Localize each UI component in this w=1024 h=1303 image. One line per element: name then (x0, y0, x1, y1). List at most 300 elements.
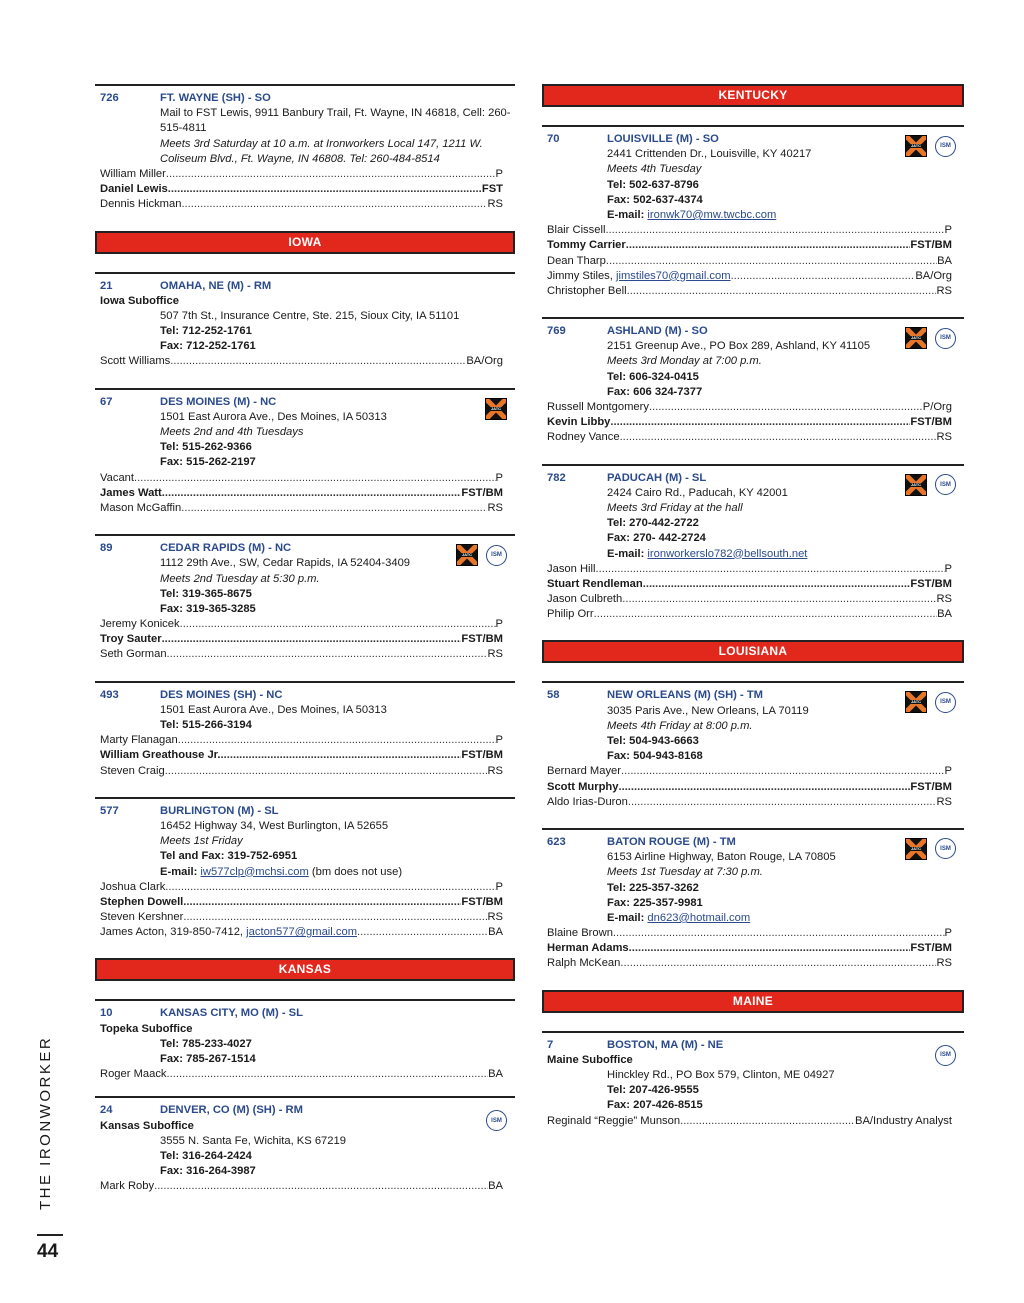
dot-leader (628, 795, 937, 810)
affiliation-logos (905, 474, 956, 496)
dot-leader (731, 269, 916, 284)
address-line: 3555 N. Santa Fe, Wichita, KS 67219 (160, 1134, 346, 1147)
local-entry (95, 388, 515, 517)
local-name: NEW ORLEANS (M) (SH) - TM (607, 689, 763, 702)
officer-name-text: Herman Adams (547, 942, 629, 955)
officer-row (95, 182, 515, 197)
officer-name (100, 471, 134, 486)
officer-name-text: Jason Culbreth (547, 593, 623, 606)
officer-name (100, 895, 183, 910)
address-line: 2441 Crittenden Dr., Louisville, KY 40217 (607, 148, 812, 161)
dot-leader (680, 1114, 855, 1129)
officer-name-text: Reginald “Reggie” Munson (547, 1114, 681, 1127)
contact-number: Fax: 225-357-9981 (607, 896, 703, 909)
officer-role: BA/Org (915, 269, 952, 282)
meeting-info: Meets 4th Friday at 8:00 p.m. (607, 719, 753, 732)
dot-leader (168, 182, 482, 197)
officer-row (95, 925, 515, 940)
officer-role: P/Org (922, 401, 952, 413)
dot-leader (618, 780, 910, 795)
officer-row (542, 284, 964, 299)
email-line (542, 208, 964, 223)
local-number: 58 (547, 689, 560, 702)
local-number: 623 (547, 835, 566, 848)
officer-name (100, 748, 221, 763)
local-name: BOSTON, MA (M) - NE (607, 1038, 724, 1051)
ism-seal-icon: ISM (935, 328, 956, 349)
local-number: 89 (100, 542, 113, 555)
affiliation-logos (905, 838, 956, 860)
ism-seal-icon: ISM (935, 474, 956, 495)
dot-leader (622, 592, 936, 607)
officer-name (547, 284, 627, 299)
officer-name (100, 880, 165, 895)
dot-leader (606, 254, 937, 269)
officer-name (547, 607, 594, 622)
local-header (542, 471, 964, 486)
officer-role: BA (488, 926, 503, 939)
officer-row (95, 764, 515, 779)
local-name: PADUCAH (M) - SL (607, 471, 707, 484)
contact-number: Tel: 316-264-2424 (160, 1149, 252, 1162)
officer-role: BA/Industry Analyst (854, 1114, 952, 1127)
state-header: MAINE (542, 990, 964, 1013)
training-seal-text: JATC (461, 552, 473, 558)
officer-name-text: Russell Montgomery (547, 401, 649, 413)
officer-name-text: Mark Roby (100, 1180, 155, 1193)
dot-leader (178, 733, 496, 748)
officer-role: FST/BM (910, 780, 952, 793)
suboffice-name: Kansas Suboffice (100, 1119, 194, 1132)
officer-role: P (495, 618, 503, 631)
officer-name-text: Troy Sauter (100, 633, 162, 646)
officer-role: RS (487, 911, 503, 924)
address-line: 1501 East Aurora Ave., Des Moines, IA 50313 (160, 410, 387, 423)
state-header: KANSAS (95, 958, 515, 981)
officer-role: RS (936, 795, 952, 808)
officer-name (100, 1179, 154, 1194)
contact-number: Fax: 316-264-3987 (160, 1165, 256, 1178)
officer-name-text: Blaine Brown (547, 927, 613, 940)
officer-row (542, 238, 964, 253)
contact-number: Tel: 515-266-3194 (160, 719, 252, 731)
dot-leader (166, 167, 496, 182)
local-entry (95, 272, 515, 370)
officer-name (547, 1114, 680, 1129)
officer-row (542, 562, 964, 577)
local-number: 726 (100, 92, 119, 104)
local-name: KANSAS CITY, MO (M) - SL (160, 1007, 303, 1020)
officer-name (100, 925, 357, 940)
officer-email-link[interactable]: jimstiles70@gmail.com (616, 269, 731, 282)
training-seal-text: JATC (910, 335, 922, 341)
officer-role: P (944, 927, 952, 940)
contact-number: Tel: 504-943-6663 (607, 735, 699, 747)
officer-name-text: Jeremy Konicek (100, 618, 180, 631)
email-label: E-mail: (160, 865, 201, 878)
dot-leader (170, 354, 466, 369)
officer-row (95, 486, 515, 501)
dot-leader (167, 647, 488, 662)
local-number: 21 (100, 279, 113, 292)
officer-role: FST/BM (461, 486, 503, 499)
local-name: OMAHA, NE (M) - RM (160, 279, 272, 292)
contact-number: Tel: 502-637-8796 (607, 178, 699, 191)
officer-name (547, 223, 605, 238)
meeting-info: Meets 2nd and 4th Tuesdays (160, 426, 304, 438)
officer-role: RS (487, 648, 503, 661)
officer-row (542, 415, 964, 430)
officer-name-text: Ralph McKean (547, 957, 621, 970)
contact-number: Tel: 515-262-9366 (160, 441, 252, 454)
contact-number: Fax: 606 324-7377 (607, 385, 703, 398)
officer-row (542, 764, 964, 779)
dot-leader (180, 617, 496, 632)
local-number: 769 (547, 325, 566, 338)
address-line: 16452 Highway 34, West Burlington, IA 52655 (160, 819, 389, 832)
officer-role: BA (488, 1180, 503, 1193)
local-header (542, 1038, 964, 1053)
officer-name (547, 592, 622, 607)
officer-role: P (944, 224, 952, 237)
officer-row (542, 926, 964, 941)
officer-row (542, 269, 964, 284)
officer-name-text: Jason Hill (547, 562, 596, 575)
local-header (542, 324, 964, 339)
email-link[interactable]: iw577clp@mchsi.com (200, 865, 309, 878)
officer-name-text: Stuart Rendleman (547, 577, 643, 590)
local-entry (542, 317, 964, 446)
officer-role: FST/BM (461, 895, 503, 908)
suboffice-name: Topeka Suboffice (100, 1022, 193, 1035)
local-number: 24 (100, 1104, 113, 1117)
dot-leader (627, 284, 937, 299)
officer-name (100, 733, 178, 748)
sidebar-rule (37, 1234, 63, 1236)
training-seal-icon (905, 691, 927, 713)
officer-role: FST/BM (910, 577, 952, 590)
officer-row (95, 167, 515, 182)
officer-name-text: William Miller (100, 167, 166, 180)
officer-name-text: Dean Tharp (547, 254, 606, 267)
officer-name-text: Vacant (100, 471, 134, 484)
contact-number: Fax: 785-267-1514 (160, 1053, 256, 1065)
officer-name-text: Kevin Libby (547, 416, 611, 429)
contact-number: Fax: 207-426-8515 (607, 1099, 703, 1112)
local-header (542, 688, 964, 703)
officer-name (100, 197, 181, 212)
local-entry (95, 84, 515, 213)
officer-row (95, 1179, 515, 1194)
contact-number: Tel: 712-252-1761 (160, 325, 252, 338)
officer-role: BA (937, 254, 952, 267)
local-header (95, 395, 515, 410)
officer-role: RS (487, 501, 503, 514)
dot-leader (162, 632, 462, 647)
officer-name (100, 647, 167, 662)
training-seal-icon (905, 838, 927, 860)
officer-name (547, 956, 620, 971)
officer-name (547, 562, 596, 577)
dot-leader (183, 910, 487, 925)
officer-name-text: William Greathouse Jr. (100, 749, 221, 762)
officer-row (95, 632, 515, 647)
officer-row (542, 223, 964, 238)
officer-role: FST/BM (910, 942, 952, 955)
officer-row (95, 895, 515, 910)
contact-number: Tel: 606-324-0415 (607, 370, 699, 383)
left-column (95, 84, 515, 1195)
officer-name (547, 780, 618, 795)
publication-title: THE IRONWORKER (37, 1035, 54, 1210)
address-line: 2424 Cairo Rd., Paducah, KY 42001 (607, 486, 788, 499)
dot-leader (620, 956, 936, 971)
local-name: DENVER, CO (M) (SH) - RM (160, 1104, 303, 1117)
meeting-info: Meets 1st Tuesday at 7:30 p.m. (607, 866, 763, 879)
local-entry (542, 828, 964, 972)
dot-leader (357, 925, 488, 940)
local-number: 577 (100, 804, 119, 817)
local-header (542, 835, 964, 850)
officer-name (547, 269, 731, 284)
officer-name (100, 167, 166, 182)
contact-number: Fax: 515-262-2197 (160, 456, 256, 469)
officer-row (542, 577, 964, 592)
email-link[interactable]: ironworkerslo782@bellsouth.net (647, 547, 808, 560)
dot-leader (613, 926, 945, 941)
affiliation-logos (485, 398, 507, 420)
officer-name (100, 501, 181, 516)
training-seal-text: JATC (910, 845, 922, 851)
state-header: IOWA (95, 231, 515, 254)
meeting-info: Coliseum Blvd., Ft. Wayne, IN 46808. Tel: 260-484-8514 (160, 152, 440, 165)
officer-role: RS (936, 284, 952, 297)
local-name: LOUISVILLE (M) - SO (607, 133, 719, 145)
officer-row (95, 1067, 515, 1082)
officer-role: P (944, 562, 952, 575)
officer-name (547, 415, 610, 430)
officer-row (95, 647, 515, 662)
officer-row (95, 617, 515, 632)
officer-role: RS (487, 764, 503, 777)
training-seal-text: JATC (910, 143, 922, 148)
state-header: KENTUCKY (542, 84, 964, 107)
local-entry (542, 681, 964, 810)
email-note: (bm does not use) (308, 865, 403, 878)
officer-row (542, 607, 964, 622)
local-entry (95, 1096, 515, 1194)
address-line: 507 7th St., Insurance Centre, Ste. 215, Sioux City, IA 51101 (160, 309, 460, 322)
officer-role: FST/BM (461, 633, 503, 646)
officer-email-link[interactable]: jacton577@gmail.com (246, 926, 358, 939)
officer-name-text: Marty Flanagan (100, 734, 178, 747)
officer-name-text: Steven Craig (100, 764, 165, 777)
address-line: 6153 Airline Highway, Baton Rouge, LA 70805 (607, 851, 836, 864)
officer-name (547, 430, 620, 445)
officer-name (547, 577, 643, 592)
dot-leader (167, 1067, 489, 1082)
officer-name (100, 632, 162, 647)
dot-leader (165, 764, 488, 779)
dot-leader (649, 400, 923, 415)
dot-leader (596, 562, 945, 577)
officer-row (95, 748, 515, 763)
officer-name-text: Steven Kershner (100, 911, 184, 924)
local-entry (542, 1031, 964, 1129)
address-line: 3035 Paris Ave., New Orleans, LA 70119 (607, 704, 809, 717)
local-header (95, 688, 515, 703)
officer-row (95, 880, 515, 895)
officer-row (542, 430, 964, 445)
contact-number: Fax: 502-637-4374 (607, 193, 703, 206)
local-number: 7 (547, 1038, 554, 1051)
dot-leader (626, 238, 911, 253)
dot-leader (154, 1179, 488, 1194)
officer-name (547, 254, 606, 269)
email-label: E-mail: (607, 911, 648, 924)
contact-number: Fax: 504-943-8168 (607, 750, 703, 763)
ism-seal-icon: ISM (486, 545, 507, 566)
officer-name-text: Aldo Irias-Duron (547, 795, 628, 808)
officer-name (100, 910, 183, 925)
local-name: DES MOINES (M) - NC (160, 395, 277, 408)
officer-role: FST (481, 183, 503, 196)
dot-leader (221, 748, 462, 763)
officer-name-text: Blair Cissell (547, 224, 606, 237)
officer-name (547, 400, 649, 415)
dot-leader (643, 577, 911, 592)
local-header (542, 132, 964, 147)
local-entry (542, 464, 964, 623)
officer-name (100, 354, 170, 369)
dot-leader (181, 501, 487, 516)
officer-row (95, 197, 515, 212)
ism-seal-icon: ISM (486, 1110, 507, 1131)
officer-name (100, 182, 168, 197)
officer-role: P (495, 167, 503, 180)
meeting-info: Meets 3rd Monday at 7:00 p.m. (607, 355, 762, 368)
local-header (95, 1006, 515, 1021)
officer-row (542, 956, 964, 971)
contact-number: Fax: 270- 442-2724 (607, 532, 706, 545)
officer-row (95, 910, 515, 925)
right-column (542, 84, 964, 1129)
officer-role: BA (937, 608, 952, 621)
contact-number: Fax: 712-252-1761 (160, 340, 256, 353)
suboffice-name: Maine Suboffice (547, 1053, 633, 1066)
local-entry (95, 681, 515, 779)
officer-name (100, 486, 162, 501)
officer-role: P (944, 765, 952, 778)
officer-name-text: Rodney Vance (547, 431, 620, 444)
dot-leader (181, 197, 487, 212)
affiliation-logos (935, 1045, 956, 1066)
officer-name (100, 1067, 167, 1082)
training-seal-icon (905, 474, 927, 496)
training-seal-text: JATC (910, 481, 922, 487)
local-name: BURLINGTON (M) - SL (160, 804, 279, 817)
training-seal-text: JATC (910, 699, 922, 705)
email-line (95, 865, 515, 880)
officer-row (542, 400, 964, 415)
page-number: 44 (37, 1241, 59, 1262)
training-seal-icon (905, 327, 927, 349)
local-entry (95, 534, 515, 663)
officer-name-text: Joshua Clark (100, 880, 166, 893)
officer-name-text: Jimmy Stiles, (547, 269, 616, 282)
officer-name-text: Daniel Lewis (100, 183, 168, 196)
officer-name (547, 926, 613, 941)
officer-role: P (495, 471, 503, 484)
officer-row (542, 254, 964, 269)
address-line: Hinckley Rd., PO Box 579, Clinton, ME 04927 (607, 1069, 835, 1081)
local-header (95, 91, 515, 106)
contact-number: Tel: 207-426-9555 (607, 1084, 699, 1097)
address-line: 1112 29th Ave., SW, Cedar Rapids, IA 52404-3409 (160, 557, 411, 570)
local-header (95, 804, 515, 819)
contact-number: Tel and Fax: 319-752-6951 (160, 850, 298, 863)
officer-name (547, 795, 628, 810)
dot-leader (629, 941, 911, 956)
ism-seal-icon: ISM (935, 692, 956, 713)
officer-row (542, 780, 964, 795)
officer-role: RS (936, 957, 952, 970)
meeting-info: Meets 2nd Tuesday at 5:30 p.m. (160, 572, 320, 585)
officer-name (547, 941, 629, 956)
dot-leader (605, 223, 944, 238)
officer-row (542, 795, 964, 810)
meeting-info: Meets 1st Friday (160, 835, 243, 848)
officer-role: RS (487, 198, 503, 211)
training-seal-icon (905, 135, 927, 157)
local-entry (542, 125, 964, 299)
local-name: ASHLAND (M) - SO (607, 325, 708, 338)
local-entry (95, 999, 515, 1082)
officer-role: FST/BM (461, 749, 503, 762)
affiliation-logos (486, 1110, 507, 1131)
training-seal-icon (456, 544, 478, 566)
officer-row (542, 941, 964, 956)
dot-leader (183, 895, 461, 910)
officer-name-text: Dennis Hickman (100, 198, 182, 211)
officer-name-text: Stephen Dowell (100, 895, 184, 908)
officer-name-text: Scott Williams (100, 355, 171, 368)
email-label: E-mail: (607, 547, 648, 560)
local-entry (95, 797, 515, 941)
contact-number: Tel: 270-442-2722 (607, 517, 699, 530)
email-label: E-mail: (607, 208, 648, 221)
officer-row (542, 592, 964, 607)
officer-name (100, 764, 165, 779)
training-seal-icon (485, 398, 507, 420)
contact-number: Tel: 319-365-8675 (160, 587, 252, 600)
local-number: 67 (100, 395, 113, 408)
email-link[interactable]: ironwk70@mw.twcbc.com (647, 208, 777, 221)
officer-name-text: Philip Orr (547, 608, 594, 621)
local-number: 10 (100, 1007, 113, 1020)
officer-role: BA/Org (466, 355, 503, 368)
local-header (95, 541, 515, 556)
officer-name-text: Bernard Mayer (547, 765, 621, 778)
affiliation-logos (905, 135, 956, 157)
local-number: 493 (100, 688, 119, 701)
meeting-info: Meets 4th Tuesday (607, 163, 702, 176)
local-name: BATON ROUGE (M) - TM (607, 835, 736, 848)
email-link[interactable]: dn623@hotmail.com (647, 911, 751, 924)
dot-leader (620, 430, 937, 445)
ism-seal-icon: ISM (935, 1045, 956, 1066)
contact-number: Fax: 319-365-3285 (160, 602, 256, 615)
